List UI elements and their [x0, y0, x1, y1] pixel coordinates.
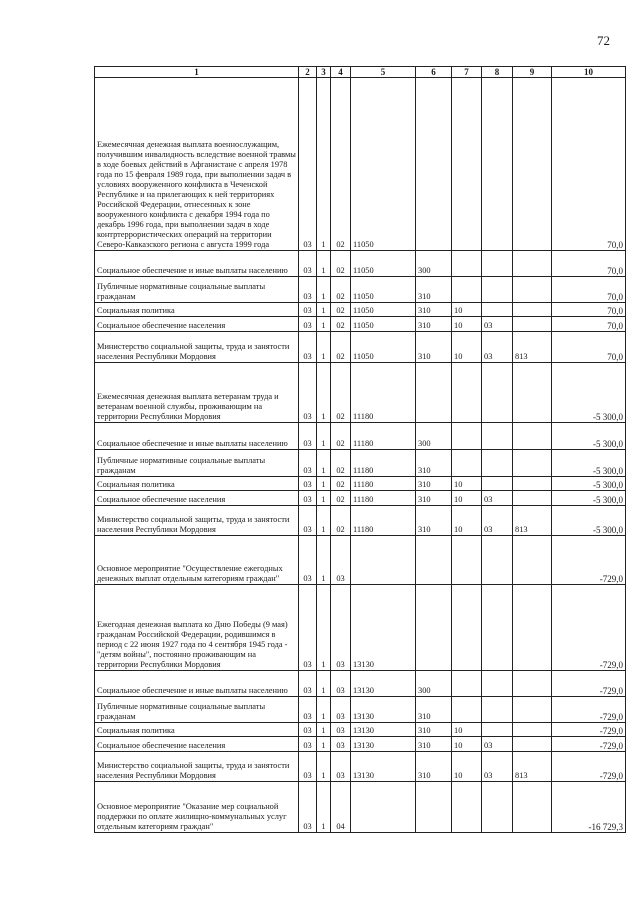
expense-type-group-cell: 310 — [416, 506, 452, 536]
subsection-code-cell: 03 — [482, 491, 513, 506]
department-code-cell — [513, 536, 552, 585]
table-row — [95, 317, 626, 332]
program-code-cell: 1 — [317, 277, 331, 303]
table-row — [95, 332, 626, 363]
program-code-cell: 1 — [317, 782, 331, 833]
expense-type-group-cell — [416, 782, 452, 833]
department-code-cell — [513, 363, 552, 423]
program-code-cell: 1 — [317, 491, 331, 506]
department-code-cell — [513, 317, 552, 332]
section-code-cell: 03 — [299, 782, 317, 833]
target-item-code-cell: 11050 — [351, 251, 416, 277]
subsection-code-cell — [482, 78, 513, 251]
target-item-code-cell: 11180 — [351, 363, 416, 423]
expense-type-group-cell: 310 — [416, 450, 452, 477]
section-code-cell: 03 — [299, 752, 317, 782]
expense-type-group-cell — [416, 363, 452, 423]
table-row — [95, 78, 626, 251]
amount-cell: -16 729,3 — [552, 782, 626, 833]
expense-type-group-cell: 310 — [416, 303, 452, 317]
amount-cell: 70,0 — [552, 251, 626, 277]
table-row — [95, 671, 626, 697]
program-code-cell: 1 — [317, 78, 331, 251]
target-item-code-cell: 13130 — [351, 737, 416, 752]
subsection-code-cell — [482, 536, 513, 585]
section-code-cell: 03 — [299, 303, 317, 317]
subprogram-code-cell: 02 — [331, 78, 351, 251]
row-name-cell: Министерство социальной защиты, труда и занятости населения Республики Мордовия — [95, 752, 299, 782]
table-row — [95, 251, 626, 277]
subprogram-code-cell: 03 — [331, 723, 351, 737]
subsection-code-cell — [482, 277, 513, 303]
amount-cell: -729,0 — [552, 536, 626, 585]
program-code-cell: 1 — [317, 536, 331, 585]
row-name-cell: Основное мероприятие "Осуществление ежегодных денежных выплат отдельным категориям граждан" — [95, 536, 299, 585]
amount-cell: 70,0 — [552, 277, 626, 303]
section-code-cell: 03 — [299, 423, 317, 450]
header-row — [95, 67, 626, 78]
target-item-code-cell: 11180 — [351, 506, 416, 536]
expense-type-group-cell: 310 — [416, 723, 452, 737]
row-name-cell: Публичные нормативные социальные выплаты гражданам — [95, 277, 299, 303]
table-row — [95, 477, 626, 491]
section-code-cell: 03 — [299, 506, 317, 536]
row-name-cell: Социальная политика — [95, 477, 299, 491]
header-cell: 9 — [513, 67, 552, 78]
table-row — [95, 752, 626, 782]
table-row — [95, 536, 626, 585]
department-code-cell — [513, 78, 552, 251]
program-code-cell: 1 — [317, 737, 331, 752]
subsection-code-cell — [482, 450, 513, 477]
subsection-code-cell — [482, 697, 513, 723]
subsection-code-cell — [482, 303, 513, 317]
expense-type-group-cell — [416, 585, 452, 671]
page-number: 72 — [597, 33, 610, 48]
row-name-cell: Ежемесячная денежная выплата военнослужащим, получившим инвалидность вследствие военной травмы в ходе боевых действий в Афганистане с апреля 1978 года по 15 февраля 1989 года, при выполнении задач в условиях вооруженного конфликта в Чеченской Республике и на прилегающих к ней территориях Российской Федерации, отнесенных к зоне вооруженного конфликта с декабря 1994 года по декабрь 1996 года, при выполнении задач в ходе контртеррористических операций на территории Северо-Кавказского региона с августа 1999 года — [95, 78, 299, 251]
target-item-code-cell — [351, 536, 416, 585]
amount-cell: 70,0 — [552, 78, 626, 251]
expense-type-subgroup-cell — [452, 277, 482, 303]
table-row — [95, 423, 626, 450]
subsection-code-cell — [482, 363, 513, 423]
table-row — [95, 506, 626, 536]
table-row — [95, 363, 626, 423]
subsection-code-cell — [482, 671, 513, 697]
expense-type-group-cell: 300 — [416, 423, 452, 450]
header-cell: 2 — [299, 67, 317, 78]
target-item-code-cell: 11180 — [351, 450, 416, 477]
department-code-cell — [513, 251, 552, 277]
program-code-cell: 1 — [317, 423, 331, 450]
expense-type-group-cell: 310 — [416, 697, 452, 723]
amount-cell: 70,0 — [552, 317, 626, 332]
table-row — [95, 491, 626, 506]
program-code-cell: 1 — [317, 671, 331, 697]
section-code-cell: 03 — [299, 585, 317, 671]
subsection-code-cell — [482, 585, 513, 671]
header-cell: 3 — [317, 67, 331, 78]
program-code-cell: 1 — [317, 506, 331, 536]
department-code-cell — [513, 723, 552, 737]
subprogram-code-cell: 02 — [331, 363, 351, 423]
expense-type-group-cell — [416, 536, 452, 585]
subprogram-code-cell: 03 — [331, 585, 351, 671]
row-name-cell: Социальное обеспечение и иные выплаты населению — [95, 423, 299, 450]
program-code-cell: 1 — [317, 585, 331, 671]
expense-type-subgroup-cell: 10 — [452, 477, 482, 491]
section-code-cell: 03 — [299, 332, 317, 363]
department-code-cell — [513, 277, 552, 303]
program-code-cell: 1 — [317, 317, 331, 332]
subsection-code-cell — [482, 423, 513, 450]
subsection-code-cell: 03 — [482, 737, 513, 752]
table-row — [95, 303, 626, 317]
row-name-cell: Основное мероприятие "Оказание мер социальной поддержки по оплате жилищно-коммунальных услуг отдельным категориям граждан" — [95, 782, 299, 833]
expense-type-subgroup-cell — [452, 251, 482, 277]
expense-type-group-cell: 310 — [416, 491, 452, 506]
expense-type-group-cell: 310 — [416, 332, 452, 363]
target-item-code-cell: 11050 — [351, 78, 416, 251]
expense-type-group-cell — [416, 78, 452, 251]
program-code-cell: 1 — [317, 723, 331, 737]
table-row — [95, 585, 626, 671]
expense-type-subgroup-cell: 10 — [452, 737, 482, 752]
expense-type-subgroup-cell: 10 — [452, 506, 482, 536]
amount-cell: -5 300,0 — [552, 477, 626, 491]
department-code-cell — [513, 782, 552, 833]
row-name-cell: Социальное обеспечение и иные выплаты населению — [95, 251, 299, 277]
expense-type-group-cell: 310 — [416, 752, 452, 782]
target-item-code-cell: 11180 — [351, 423, 416, 450]
row-name-cell: Социальное обеспечение населения — [95, 737, 299, 752]
expense-type-subgroup-cell: 10 — [452, 752, 482, 782]
subprogram-code-cell: 03 — [331, 737, 351, 752]
target-item-code-cell: 11180 — [351, 491, 416, 506]
subprogram-code-cell: 02 — [331, 277, 351, 303]
program-code-cell: 1 — [317, 251, 331, 277]
target-item-code-cell: 11050 — [351, 317, 416, 332]
section-code-cell: 03 — [299, 737, 317, 752]
amount-cell: -5 300,0 — [552, 363, 626, 423]
amount-cell: -729,0 — [552, 723, 626, 737]
table-body — [95, 78, 626, 833]
subsection-code-cell: 03 — [482, 317, 513, 332]
department-code-cell: 813 — [513, 332, 552, 363]
amount-cell: -729,0 — [552, 697, 626, 723]
section-code-cell: 03 — [299, 536, 317, 585]
subsection-code-cell — [482, 723, 513, 737]
section-code-cell: 03 — [299, 251, 317, 277]
subprogram-code-cell: 02 — [331, 251, 351, 277]
header-cell: 8 — [482, 67, 513, 78]
amount-cell: -729,0 — [552, 671, 626, 697]
expense-type-subgroup-cell: 10 — [452, 332, 482, 363]
table-row — [95, 697, 626, 723]
row-name-cell: Ежегодная денежная выплата ко Дню Победы (9 мая) гражданам Российской Федерации, родившимся в период с 22 июня 1927 года по 4 сентября 1945 года - "детям войны", постоянно проживающим на территории Республики Мордовия — [95, 585, 299, 671]
expense-type-subgroup-cell: 10 — [452, 317, 482, 332]
subprogram-code-cell: 02 — [331, 477, 351, 491]
department-code-cell — [513, 585, 552, 671]
expense-type-subgroup-cell — [452, 782, 482, 833]
program-code-cell: 1 — [317, 477, 331, 491]
subprogram-code-cell: 02 — [331, 332, 351, 363]
department-code-cell — [513, 491, 552, 506]
amount-cell: -5 300,0 — [552, 506, 626, 536]
amount-cell: -5 300,0 — [552, 450, 626, 477]
subprogram-code-cell: 02 — [331, 491, 351, 506]
expense-type-group-cell: 310 — [416, 737, 452, 752]
subprogram-code-cell: 03 — [331, 752, 351, 782]
target-item-code-cell: 11050 — [351, 332, 416, 363]
row-name-cell: Социальная политика — [95, 723, 299, 737]
department-code-cell: 813 — [513, 752, 552, 782]
amount-cell: 70,0 — [552, 332, 626, 363]
subsection-code-cell — [482, 251, 513, 277]
section-code-cell: 03 — [299, 477, 317, 491]
program-code-cell: 1 — [317, 697, 331, 723]
amount-cell: -729,0 — [552, 752, 626, 782]
subsection-code-cell: 03 — [482, 752, 513, 782]
subprogram-code-cell: 02 — [331, 317, 351, 332]
subsection-code-cell — [482, 477, 513, 491]
subsection-code-cell: 03 — [482, 332, 513, 363]
section-code-cell: 03 — [299, 450, 317, 477]
department-code-cell — [513, 697, 552, 723]
expense-type-group-cell: 300 — [416, 671, 452, 697]
row-name-cell: Социальная политика — [95, 303, 299, 317]
program-code-cell: 1 — [317, 332, 331, 363]
section-code-cell: 03 — [299, 697, 317, 723]
program-code-cell: 1 — [317, 450, 331, 477]
budget-table — [94, 66, 626, 833]
header-cell: 1 — [95, 67, 299, 78]
subprogram-code-cell: 02 — [331, 303, 351, 317]
table-row — [95, 277, 626, 303]
section-code-cell: 03 — [299, 491, 317, 506]
row-name-cell: Социальное обеспечение населения — [95, 491, 299, 506]
row-name-cell: Министерство социальной защиты, труда и занятости населения Республики Мордовия — [95, 506, 299, 536]
table-row — [95, 450, 626, 477]
department-code-cell — [513, 737, 552, 752]
table-row — [95, 723, 626, 737]
target-item-code-cell: 13130 — [351, 697, 416, 723]
row-name-cell: Ежемесячная денежная выплата ветеранам труда и ветеранам военной службы, проживающим на территории Республики Мордовия — [95, 363, 299, 423]
target-item-code-cell: 13130 — [351, 671, 416, 697]
program-code-cell: 1 — [317, 752, 331, 782]
target-item-code-cell: 11050 — [351, 303, 416, 317]
expense-type-subgroup-cell — [452, 78, 482, 251]
expense-type-subgroup-cell — [452, 585, 482, 671]
header-cell: 7 — [452, 67, 482, 78]
expense-type-group-cell: 310 — [416, 277, 452, 303]
row-name-cell: Социальное обеспечение населения — [95, 317, 299, 332]
subprogram-code-cell: 02 — [331, 450, 351, 477]
expense-type-group-cell: 300 — [416, 251, 452, 277]
section-code-cell: 03 — [299, 363, 317, 423]
target-item-code-cell: 13130 — [351, 585, 416, 671]
department-code-cell: 813 — [513, 506, 552, 536]
department-code-cell — [513, 450, 552, 477]
table-row — [95, 782, 626, 833]
subprogram-code-cell: 02 — [331, 423, 351, 450]
expense-type-subgroup-cell: 10 — [452, 723, 482, 737]
amount-cell: -729,0 — [552, 737, 626, 752]
expense-type-subgroup-cell: 10 — [452, 491, 482, 506]
header-cell: 10 — [552, 67, 626, 78]
department-code-cell — [513, 303, 552, 317]
subsection-code-cell — [482, 782, 513, 833]
department-code-cell — [513, 477, 552, 491]
expense-type-subgroup-cell: 10 — [452, 303, 482, 317]
subsection-code-cell: 03 — [482, 506, 513, 536]
department-code-cell — [513, 423, 552, 450]
expense-type-subgroup-cell — [452, 536, 482, 585]
target-item-code-cell: 13130 — [351, 752, 416, 782]
department-code-cell — [513, 671, 552, 697]
amount-cell: -5 300,0 — [552, 491, 626, 506]
target-item-code-cell: 13130 — [351, 723, 416, 737]
expense-type-group-cell: 310 — [416, 317, 452, 332]
subprogram-code-cell: 03 — [331, 536, 351, 585]
header-cell: 5 — [351, 67, 416, 78]
header-cell: 6 — [416, 67, 452, 78]
amount-cell: -729,0 — [552, 585, 626, 671]
section-code-cell: 03 — [299, 317, 317, 332]
amount-cell: 70,0 — [552, 303, 626, 317]
expense-type-subgroup-cell — [452, 697, 482, 723]
header-cell: 4 — [331, 67, 351, 78]
subprogram-code-cell: 02 — [331, 506, 351, 536]
row-name-cell: Публичные нормативные социальные выплаты гражданам — [95, 450, 299, 477]
program-code-cell: 1 — [317, 363, 331, 423]
expense-type-subgroup-cell — [452, 450, 482, 477]
amount-cell: -5 300,0 — [552, 423, 626, 450]
expense-type-subgroup-cell — [452, 363, 482, 423]
target-item-code-cell: 11180 — [351, 477, 416, 491]
program-code-cell: 1 — [317, 303, 331, 317]
row-name-cell: Министерство социальной защиты, труда и занятости населения Республики Мордовия — [95, 332, 299, 363]
expense-type-subgroup-cell — [452, 423, 482, 450]
section-code-cell: 03 — [299, 671, 317, 697]
row-name-cell: Публичные нормативные социальные выплаты гражданам — [95, 697, 299, 723]
subprogram-code-cell: 03 — [331, 697, 351, 723]
expense-type-group-cell: 310 — [416, 477, 452, 491]
section-code-cell: 03 — [299, 277, 317, 303]
row-name-cell: Социальное обеспечение и иные выплаты населению — [95, 671, 299, 697]
subprogram-code-cell: 04 — [331, 782, 351, 833]
table-row — [95, 737, 626, 752]
target-item-code-cell — [351, 782, 416, 833]
target-item-code-cell: 11050 — [351, 277, 416, 303]
section-code-cell: 03 — [299, 723, 317, 737]
section-code-cell: 03 — [299, 78, 317, 251]
subprogram-code-cell: 03 — [331, 671, 351, 697]
expense-type-subgroup-cell — [452, 671, 482, 697]
